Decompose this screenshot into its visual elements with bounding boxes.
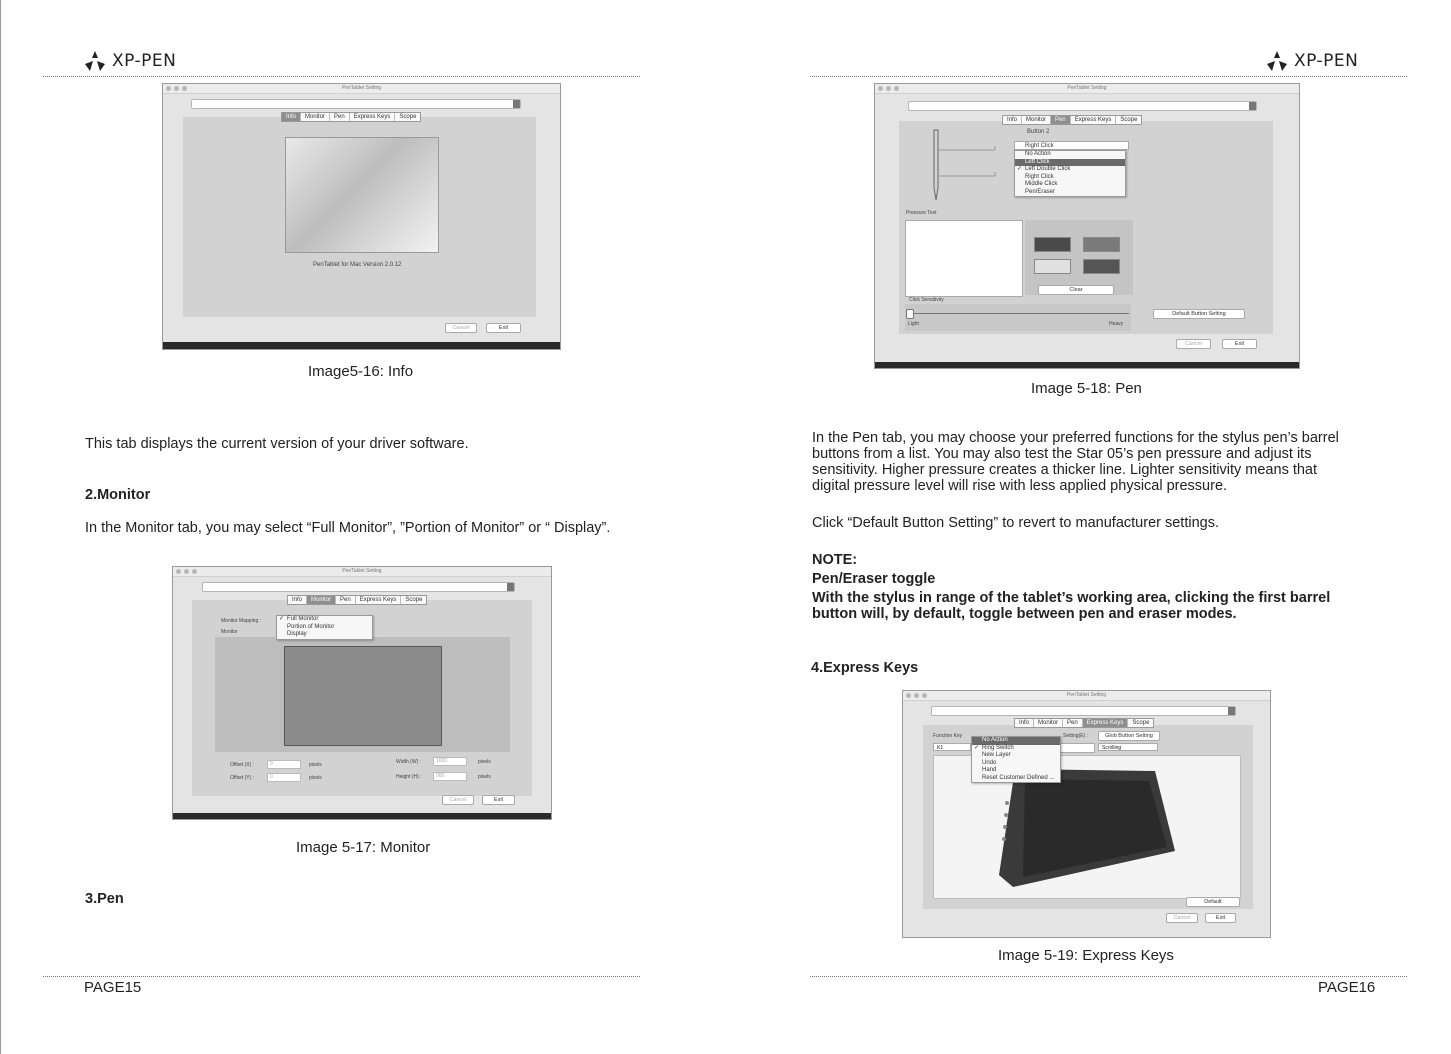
menu-item-ring-switch[interactable]: ✓ Ring Switch [974,744,1014,751]
window-title: PenTablet Setting [342,568,382,574]
offset-y-field[interactable]: 0 [267,773,301,782]
xp-pen-logo-icon [1266,49,1288,73]
stylus-icon [925,126,1025,208]
height-unit: pixels [478,774,491,780]
offset-y-unit: pixels [309,775,322,781]
menu-item-pen-eraser[interactable]: Pen/Eraser [1025,188,1056,195]
caption-image-5-19: Image 5-19: Express Keys [998,947,1174,964]
tablet-image [285,137,439,253]
tab-monitor[interactable]: Monitor [307,596,336,604]
monitor-label: Monitor [221,629,238,635]
menu-item-undo[interactable]: Undo [982,759,997,766]
function-key-select[interactable]: K1 [933,743,971,751]
window-title: PenTablet Setting [341,85,382,91]
tab-bar [1014,718,1154,728]
scrolling-select[interactable]: Scrolling [1098,743,1158,751]
tab-scope[interactable]: Scope [1132,720,1150,726]
click-sensitivity-label: Click Sensitivity [909,297,944,303]
height-label: Height (H) : [396,774,422,780]
sensitivity-box [905,304,1131,331]
sensitivity-slider-thumb[interactable] [906,309,914,319]
footer-divider [43,976,640,977]
dock-strip [163,342,560,349]
caption-image-5-16: Image5-16: Info [308,363,414,380]
note-text: With the stylus in range of the tablet’s working area, clicking the first barrel button will, by default, toggle between pen and eraser modes. [812,590,1331,622]
offset-x-label: Offset (X) : [230,762,255,768]
menu-item-middle-click[interactable]: Middle Click [1025,181,1058,187]
default-button-setting[interactable]: Default Button Setting [1153,309,1245,319]
default-button-description: Click “Default Button Setting” to revert to manufacturer settings. [812,515,1219,531]
setting-label: Setting(E) : [1063,733,1089,739]
pen-description: In the Pen tab, you may choose your preferred functions for the stylus pen’s barrel buttons from a list. You may also test the Star 05’s pen pressure and adjust its sensitivity. Higher pressure creates a thicker line. Lighter sensitivity means that digital pressure level will rise with less applied physical pressure. [812,430,1339,494]
default-button[interactable]: Default [1186,897,1240,907]
brand-logo [1266,49,1358,73]
color-swatch-mid[interactable] [1083,237,1120,252]
pressure-test-label: Pressure Test [906,210,937,216]
heading-pen: 3.Pen [85,891,124,907]
menu-item-no-action[interactable]: No Action [972,737,1060,745]
menu-item-portion-of-monitor[interactable]: Portion of Monitor [287,623,335,630]
width-field[interactable]: 1600 [433,757,467,766]
monitor-mapping-menu[interactable] [276,615,373,640]
note-title: Pen/Eraser toggle [812,571,936,587]
button-function-select[interactable]: Right Click [1014,141,1129,150]
page-number: PAGE15 [84,979,142,996]
note-label: NOTE: [812,552,858,568]
sensitivity-slider-track[interactable] [909,313,1129,314]
tab-express-keys[interactable]: Express Keys [356,596,402,604]
offset-x-unit: pixels [309,762,322,768]
window-titlebar [163,84,560,94]
width-label: Width (W) : [396,759,421,765]
tab-monitor[interactable]: Monitor [1022,116,1051,124]
tab-info[interactable]: Info [1015,719,1034,727]
offset-x-field[interactable]: 0 [267,760,301,769]
monitor-preview[interactable] [284,646,442,746]
version-text: PenTablet for Mac Version 2.0.12 [313,262,402,268]
menu-item-left-click[interactable]: Left Click [1015,159,1125,167]
exit-button[interactable]: Exit [482,795,515,805]
dock-strip [875,362,1299,368]
cancel-button[interactable]: Cancel [1166,913,1198,923]
monitor-description: In the Monitor tab, you may select “Full Monitor”, ”Portion of Monitor” or “ Display”. [85,520,611,536]
cancel-button[interactable]: Cancel [442,795,474,805]
tab-pen[interactable]: Pen [336,596,356,604]
clear-button[interactable]: Clear [1038,285,1114,295]
cancel-button[interactable]: Cancel [445,323,477,333]
menu-item-right-click[interactable]: Right Click [1025,173,1054,180]
height-field[interactable]: 900 [433,772,467,781]
window-titlebar [173,567,551,577]
pressure-test-area[interactable] [905,220,1023,297]
window-title: PenTablet Setting [1066,692,1107,698]
tab-express-keys[interactable]: Express Keys [1083,719,1129,727]
tab-info[interactable]: Info [288,596,307,604]
dock-strip [173,813,551,819]
exit-button[interactable]: Exit [1205,913,1236,923]
tab-monitor[interactable]: Monitor [1034,719,1063,727]
tab-bar [281,112,421,122]
monitor-screenshot [172,566,552,820]
tab-info[interactable]: Info [1003,116,1022,124]
brand-name: XP-PEN [112,51,177,71]
tab-bar [1002,115,1142,125]
button-function-menu[interactable] [1014,150,1126,197]
tab-pen[interactable]: Pen [1051,116,1071,124]
button-2-label: Button 2 [1027,129,1050,135]
window-titlebar [875,84,1299,94]
menu-item-display[interactable]: Display [287,631,307,637]
window-title: PenTablet Setting [1067,85,1107,91]
exit-button[interactable]: Exit [486,323,521,333]
color-swatch-darker[interactable] [1083,259,1120,274]
offset-y-label: Offset (Y) : [230,775,255,781]
pen-screenshot [874,83,1300,369]
brand-name: XP-PEN [1294,51,1359,71]
window-titlebar [903,691,1270,701]
xp-pen-logo-icon [84,49,106,73]
tab-scope[interactable]: Scope [405,597,423,603]
brand-logo [84,49,176,73]
width-unit: pixels [478,759,491,765]
tab-pen[interactable]: Pen [1063,719,1083,727]
cancel-button[interactable]: Cancel [1176,339,1211,349]
menu-item-hand[interactable]: Hand [982,767,997,773]
menu-item-left-double-click[interactable]: ✓ Left Double Click [1017,166,1071,172]
tab-scope[interactable]: Scope [399,114,417,120]
device-select[interactable] [908,101,1257,111]
color-swatch-area [1025,220,1133,295]
footer-divider [810,976,1407,977]
function-key-label: Function Key [933,733,963,739]
setting-select[interactable] [1058,743,1095,753]
tab-bar [287,595,427,605]
tab-express-keys[interactable]: Express Keys [350,113,396,121]
tab-info[interactable]: Info [282,113,301,121]
tab-express-keys[interactable]: Express Keys [1071,116,1117,124]
heading-express-keys: 4.Express Keys [811,660,919,676]
device-select[interactable] [191,99,521,109]
express-key-function-menu[interactable] [971,736,1061,783]
info-screenshot [162,83,561,350]
tab-monitor[interactable]: Monitor [301,113,330,121]
device-select[interactable] [931,706,1236,716]
caption-image-5-18: Image 5-18: Pen [1031,380,1142,397]
info-description: This tab displays the current version of your driver software. [85,436,469,452]
menu-item-new-layer[interactable]: New Layer [982,752,1011,758]
tab-scope[interactable]: Scope [1120,117,1138,123]
menu-item-full-monitor[interactable]: ✓ Full Monitor [279,616,319,622]
color-swatch-light[interactable] [1034,259,1071,274]
page-edge [0,0,1,1054]
color-swatch-dark[interactable] [1034,237,1071,252]
caption-image-5-17: Image 5-17: Monitor [296,839,431,856]
tab-pen[interactable]: Pen [330,113,350,121]
exit-button[interactable]: Exit [1222,339,1257,349]
page-number: PAGE16 [1318,979,1376,996]
light-label: Light [908,321,919,327]
menu-item-reset-customer-defined[interactable]: Reset Customer Defined ... [982,774,1055,781]
global-button-setting[interactable]: Glob Button Setting [1098,731,1160,741]
device-select[interactable] [202,582,515,592]
heading-monitor: 2.Monitor [85,487,151,503]
header-divider [43,76,640,77]
express-keys-screenshot [902,690,1271,938]
header-divider [810,76,1407,77]
menu-item-no-action[interactable]: No Action [1025,151,1051,157]
monitor-mapping-label: Monitor Mapping : [221,618,262,624]
heavy-label: Heavy [1109,321,1124,327]
